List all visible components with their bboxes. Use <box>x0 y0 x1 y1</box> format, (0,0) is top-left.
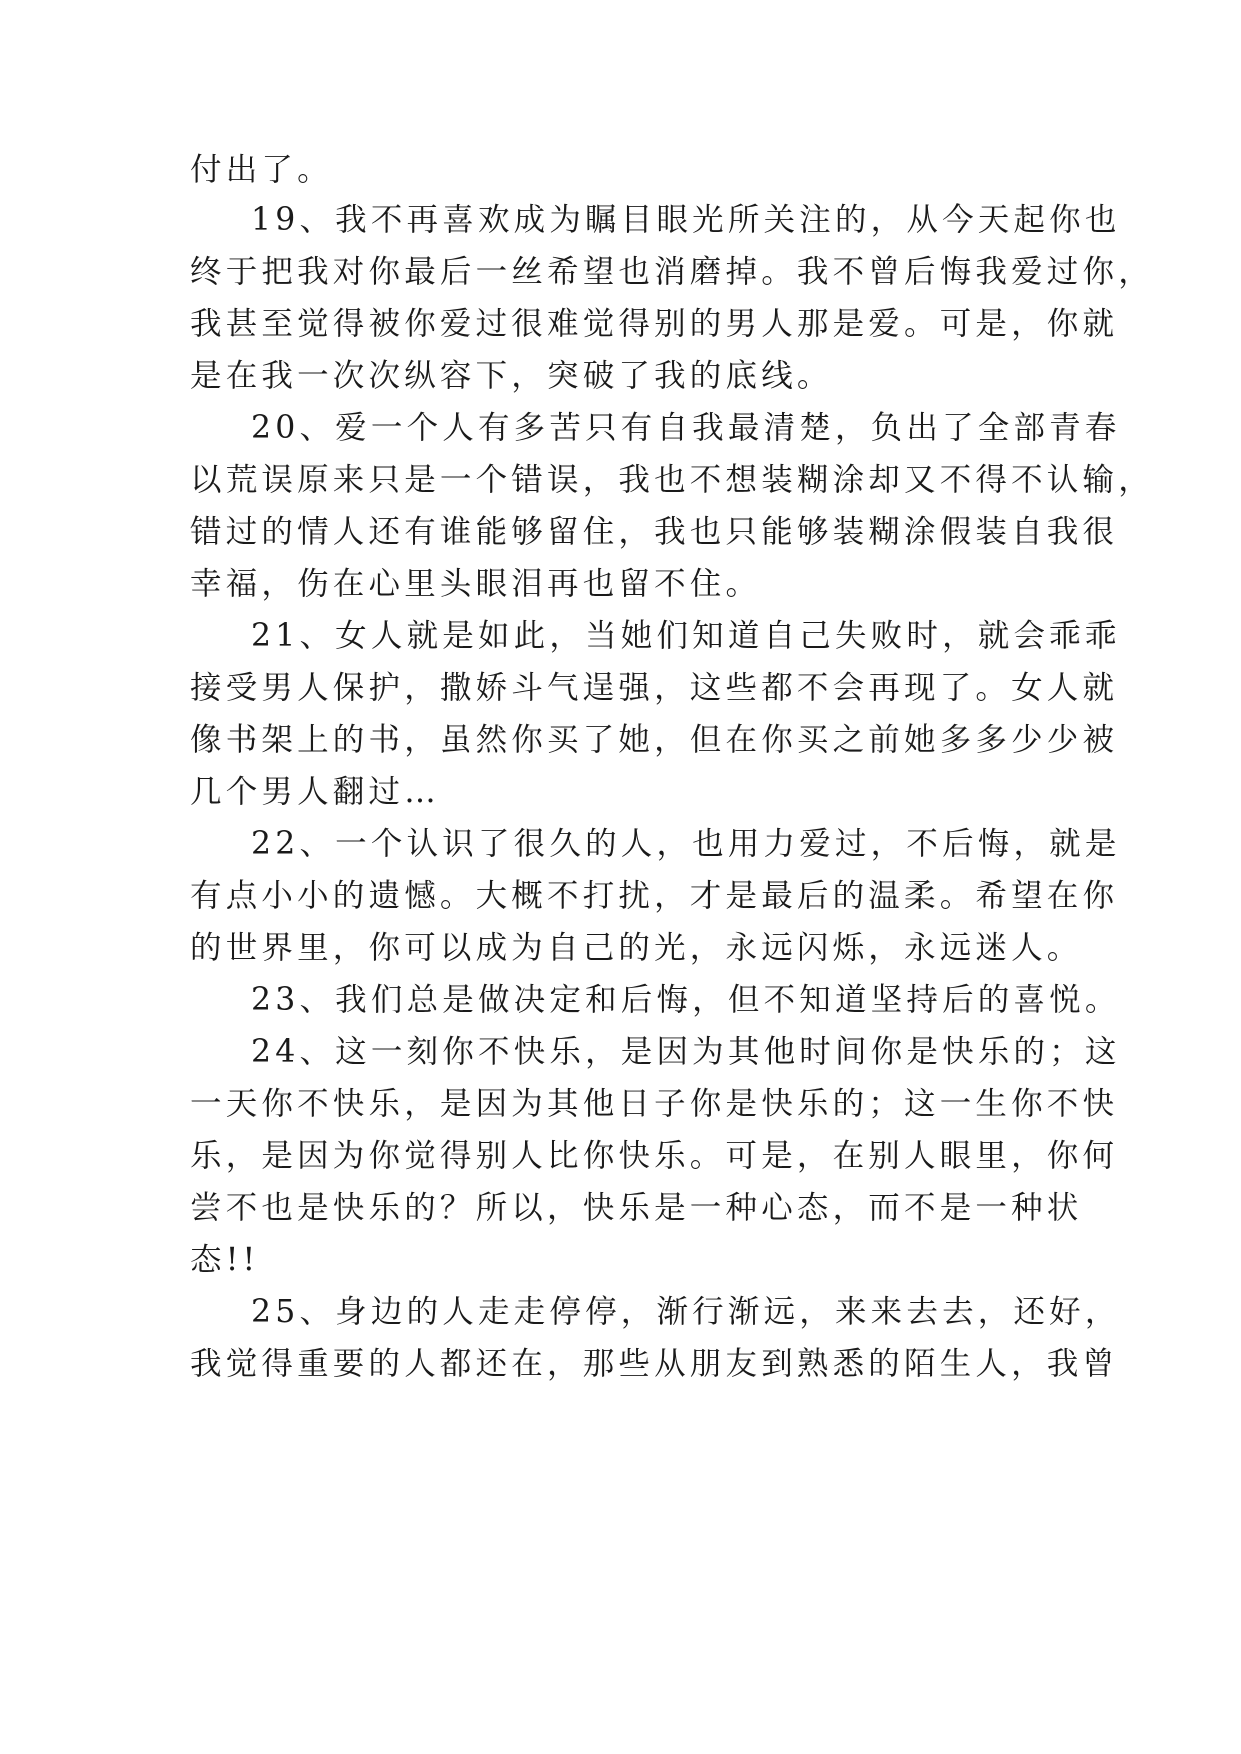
paragraph-23-line: 23、我们总是做决定和后悔，但不知道坚持后的喜悦。 <box>251 982 1121 1018</box>
text-line: 像书架上的书，虽然你买了她，但在你买之前她多多少少被 <box>190 722 1119 758</box>
text-line: 错过的情人还有谁能够留住，我也只能够装糊涂假装自我很 <box>190 514 1119 550</box>
text-line: 终于把我对你最后一丝希望也消磨掉。我不曾后悔我爱过你， <box>190 254 1154 290</box>
text-line: 态!! <box>190 1242 260 1278</box>
text-line: 几个男人翻过… <box>190 774 440 810</box>
text-line: 以荒误原来只是一个错误，我也不想装糊涂却又不得不认输， <box>190 462 1154 498</box>
text-line: 接受男人保护，撒娇斗气逞强，这些都不会再现了。女人就 <box>190 670 1119 706</box>
paragraph-19-first-line: 19、我不再喜欢成为瞩目眼光所关注的，从今天起你也 <box>251 202 1121 238</box>
text-line: 付出了。 <box>190 152 333 188</box>
paragraph-22-first-line: 22、一个认识了很久的人，也用力爱过，不后悔，就是 <box>251 826 1121 862</box>
text-line: 我甚至觉得被你爱过很难觉得别的男人那是爱。可是，你就 <box>190 306 1119 342</box>
text-line: 乐，是因为你觉得别人比你快乐。可是，在别人眼里，你何 <box>190 1138 1119 1174</box>
text-line: 是在我一次次纵容下，突破了我的底线。 <box>190 358 833 394</box>
text-line: 幸福，伤在心里头眼泪再也留不住。 <box>190 566 762 602</box>
text-line: 的世界里，你可以成为自己的光，永远闪烁，永远迷人。 <box>190 930 1083 966</box>
text-line: 我觉得重要的人都还在，那些从朋友到熟悉的陌生人，我曾 <box>190 1346 1119 1382</box>
paragraph-25-first-line: 25、身边的人走走停停，渐行渐远，来来去去，还好， <box>251 1294 1121 1330</box>
text-line: 有点小小的遗憾。大概不打扰，才是最后的温柔。希望在你 <box>190 878 1119 914</box>
paragraph-21-first-line: 21、女人就是如此，当她们知道自己失败时，就会乖乖 <box>251 618 1121 654</box>
paragraph-24-first-line: 24、这一刻你不快乐，是因为其他时间你是快乐的；这 <box>251 1034 1121 1070</box>
paragraph-20-first-line: 20、爱一个人有多苦只有自我最清楚，负出了全部青春 <box>251 410 1121 446</box>
text-line: 一天你不快乐，是因为其他日子你是快乐的；这一生你不快 <box>190 1086 1119 1122</box>
text-line: 尝不也是快乐的？所以，快乐是一种心态，而不是一种状 <box>190 1190 1083 1226</box>
